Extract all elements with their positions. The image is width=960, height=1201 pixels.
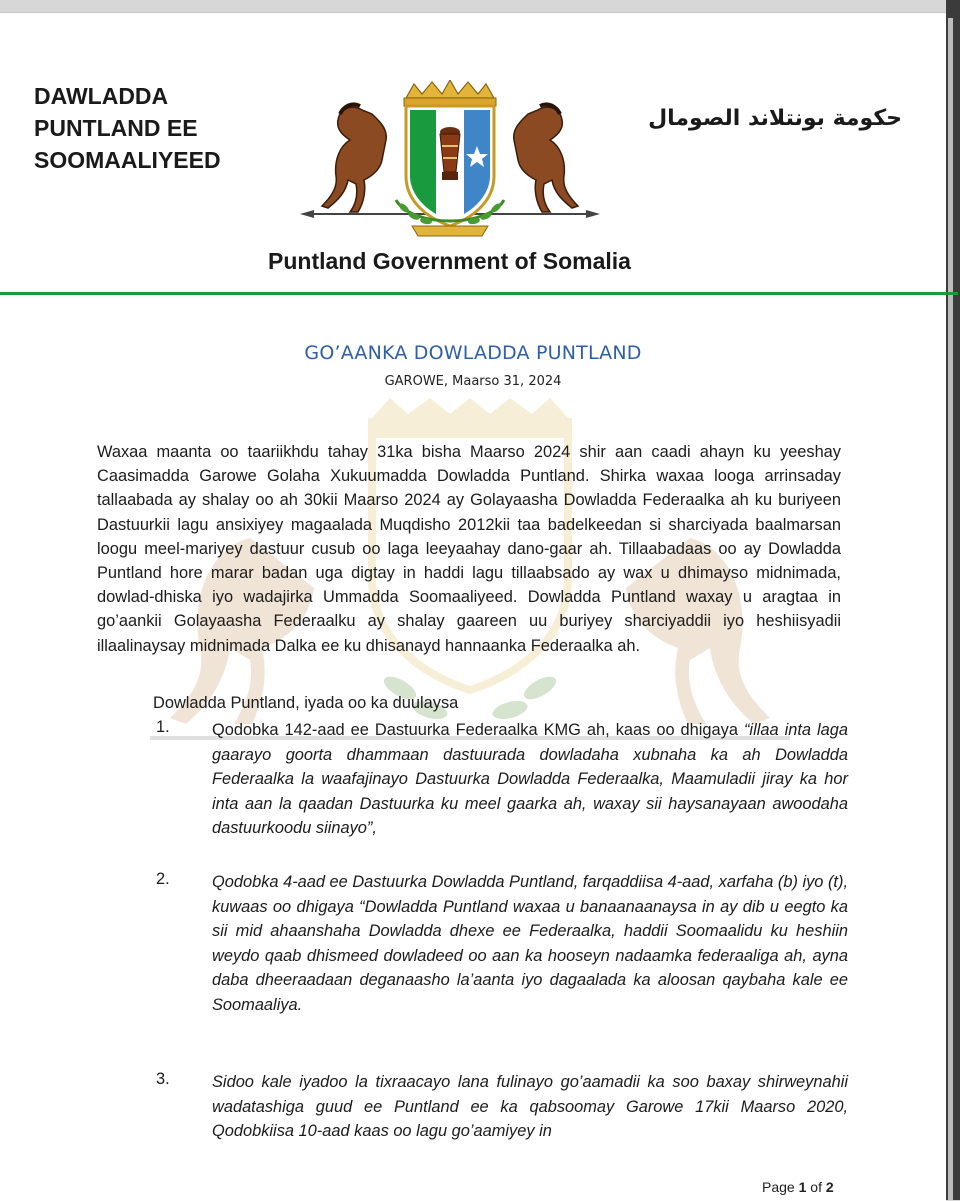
list-item-number: 2. <box>156 870 170 888</box>
header-english-title: Puntland Government of Somalia <box>268 248 631 274</box>
intro-paragraph: Waxaa maanta oo taariikhdu tahay 31ka bisha Maarso 2024 shir aan caadi ahayn ku yeeshay Caasimadda Garowe Golaha Xukuumadda Dowladda Puntland. Shirka waxaa looga arrinsaday tallaabada ay shalay oo ah 30kii Maarso 2024 ay Golayaasha Dowladda Federaalka ah ku buriyeen Dastuurkii lagu ansixiyey magaalada Muqdisho 2012kii taa badelkeedan si sharciyada baalmarsan loogu meel-mariyey dastuur cusub oo laga leeyaahay dano-gaar ah. Tillaabadaas oo ay Dowladda Puntland hore marar badan uga digtay in haddi lagu tillaabsado ay wax u dhimayso midnimada, dowlad-dhiska iyo wadajirka Ummadda Soomaaliyeed. Dowladda Puntland waxay u aragtaa in go’aankii Golayaasha Federaalku ay shalay gaareen uu buriyey sharciyaddii iyo heshiisyadii illaalinaysay midnimada Dalka ee ku dhisanayd hannaanka Federaalka ah. <box>97 443 841 655</box>
header-arabic-title: حكومة بونتلاند الصومال <box>648 106 902 131</box>
list-item-text: Qodobka 4-aad ee Dastuurka Dowladda Puntland, farqaddiisa 4-aad, xarfaha (b) iyo (t), kuwaas oo dhigaya “Dowladda Puntland waxaa u banaanaanaysa in ay dib u eegto ka sii mid ahaanshaha Dowladda dhexe ee Federaalka, haddii Soomaalidu ku heshiin weydo qaab dhismeed dowladeed oo aan ka hooseyn nadaamka federaaliga ah, ayna daba dheeraadaan deganaasho la’aanta iyo dagaalada ka aloosan qaybaha kale ee Soomaaliya. <box>212 873 848 1014</box>
lead-in-line: Dowladda Puntland, iyada oo ka duulaysa <box>153 694 459 712</box>
header-line-1: DAWLADDA <box>34 83 169 109</box>
header-divider <box>0 292 958 295</box>
document-title: GO’AANKA DOWLADDA PUNTLAND <box>304 342 642 364</box>
list-item-text: Sidoo kale iyadoo la tixraacayo lana fulinayo go’aamadii ka soo baxay shirweynahii wadatashiga guud ee Puntland ee ka qabsoomay Garowe 17kii Maarso 2020, Qodobkiisa 10-aad kaas oo lagu go’aamiyey in <box>212 1073 848 1141</box>
page-total: 2 <box>825 1179 834 1195</box>
header-line-3: SOOMAALIYEED <box>34 147 221 173</box>
page-indicator <box>762 1179 834 1195</box>
document-dateline: GAROWE, Maarso 31, 2024 <box>384 374 562 389</box>
header-somali-title <box>34 80 221 176</box>
scrollbar-thumb[interactable] <box>948 18 953 1200</box>
page-of: of <box>810 1179 822 1195</box>
list-item-plain-text: Qodobka 142-aad ee Dastuurka Federaalka KMG ah, kaas oo dhigaya <box>212 721 744 739</box>
page-current: 1 <box>798 1179 807 1195</box>
page-word: Page <box>762 1179 795 1195</box>
puntland-coat-of-arms <box>300 80 600 245</box>
list-item-quote: “illaa inta laga gaarayo goorta dhammaan dastuurada dowladaha xubnaha ka ah Dowladda Federaalka la waafajinayo Dastuurka Dowladda Federaalka, Maamuladii jiray ka hor inta aan la qaadan Dastuurka ku meel gaarka ah, waxay sii haysanayaan awoodaha dastuurkoodu siinayo”, <box>212 721 848 838</box>
list-item-text <box>212 718 848 841</box>
list-item-number: 1. <box>156 718 170 736</box>
list-item-number: 3. <box>156 1070 170 1088</box>
header-line-2: PUNTLAND EE <box>34 115 198 141</box>
